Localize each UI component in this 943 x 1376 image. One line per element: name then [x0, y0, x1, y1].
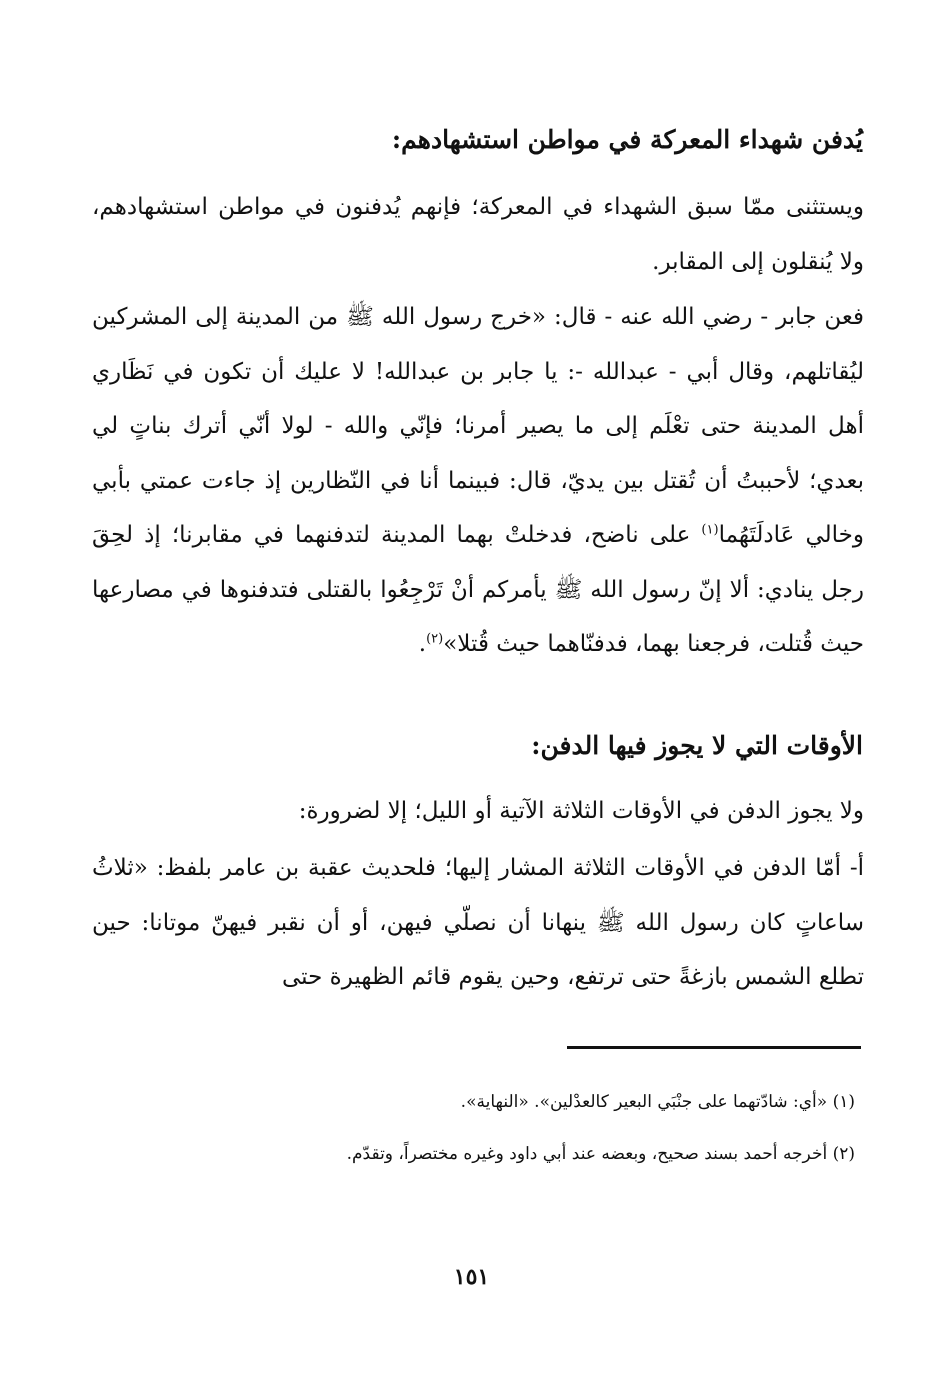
section-heading-forbidden-times: الأوقات التي لا يجوز فيها الدفن: [531, 731, 863, 760]
footnote-1: (١) «أي: شادّتهما على جنْبَي البعير كالعدْلين». «النهاية». [460, 1092, 855, 1112]
footnote-2: (٢) أخرجه أحمد بسند صحيح، وبعضه عند أبي داود وغيره مختصراً، وتقدّم. [346, 1144, 855, 1164]
paragraph-three-times: أ- أمّا الدفن في الأوقات الثلاثة المشار إليها؛ فلحديث عقبة بن عامر بلفظ: «ثلاثُ ساعاتٍ كان رسول الله ﷺ ينهانا أن نصلّي فيهن، أو أن نقبر فيهنّ موتانا: حين تطلع الشمس بازغةً حتى ترتفع، وحين يقوم قائم الظهيرة حتى [92, 855, 864, 990]
paragraph-forbidden-intro: ولا يجوز الدفن في الأوقات الثلاثة الآتية أو الليل؛ إلا لضرورة: [298, 798, 864, 824]
section-heading-martyrs-burial: يُدفن شهداء المعركة في مواطن استشهادهم: [391, 125, 863, 154]
page-number: ١٥١ [453, 1264, 490, 1290]
hadith-text-part2: على ناضح، فدخلتْ بهما المدينة لتدفنهما في مقابرنا؛ إذ لحِقَ رجل ينادي: ألا إنّ رسول الله ﷺ يأمركم أنْ تَرْجِعُوا بالقتلى فتدفنوها في مصارعها حيث قُتلت، فرجعنا بهما، فدفنّاهما حيث قُتلا» [92, 522, 864, 657]
footnote-divider [567, 1046, 861, 1049]
footnote-marker-2: (٢) [426, 631, 444, 647]
hadith-text-end: . [418, 631, 427, 657]
paragraph-exception: ويستثنى ممّا سبق الشهداء في المعركة؛ فإنهم يُدفنون في مواطن استشهادهم، ولا يُنقلون إلى المقابر. [92, 194, 864, 275]
paragraph-jabir-hadith [92, 290, 864, 672]
hadith-text-part1: فعن جابر - رضي الله عنه - قال: «خرج رسول الله ﷺ من المدينة إلى المشركين ليُقاتلهم، وقال أبي - عبدالله -: يا جابر بن عبدالله! لا عليك أن تكون في نَظَاري أهل المدينة حتى تعْلَم إلى ما يصير أمرنا؛ فإنّي والله - لولا أنّي أترك بناتٍ لي بعدي؛ لأحببتُ أن تُقتل بين يديّ، قال: فبينما أنا في النّظارين إذ جاءت عمتي بأبي وخالي عَادلَتَهُما [92, 304, 865, 548]
footnote-marker-1: (١) [701, 522, 719, 538]
